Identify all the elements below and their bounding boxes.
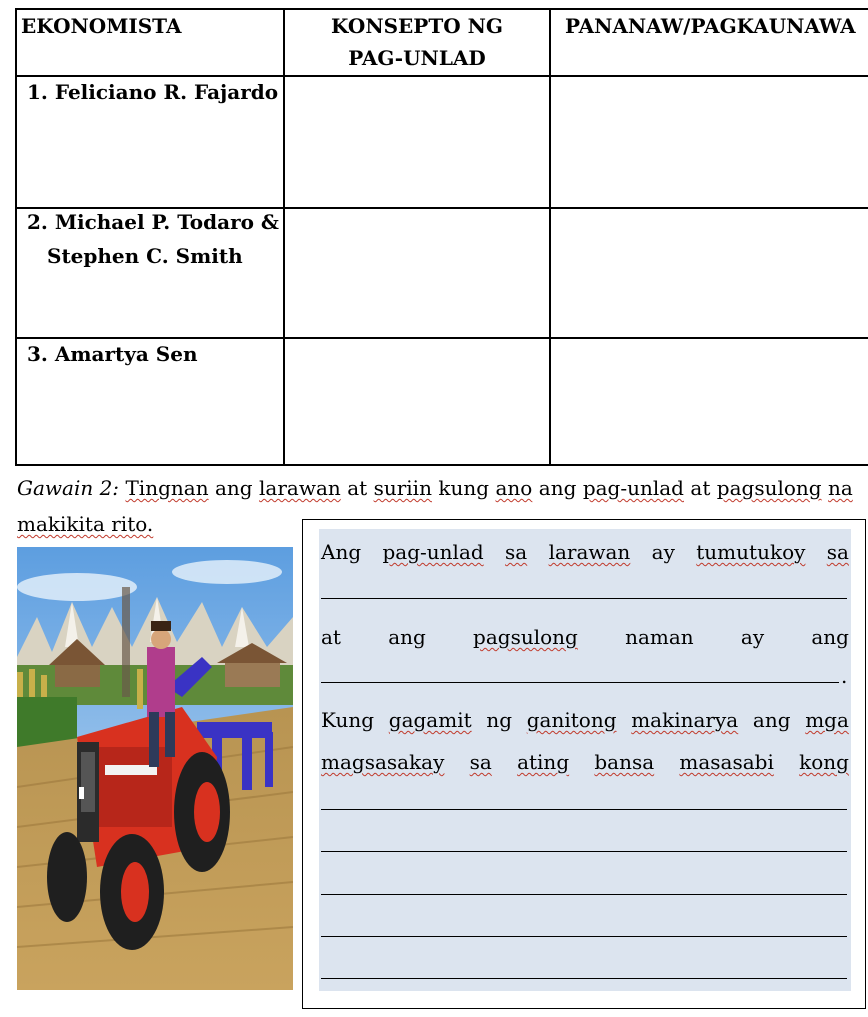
answer-panel — [319, 529, 851, 991]
answer-box — [302, 519, 866, 1009]
answer-word: ang — [811, 625, 849, 649]
row-label-fajardo: 1. Feliciano R. Fajardo — [27, 80, 279, 104]
table-border-left — [15, 8, 17, 466]
cell-konsepto-2[interactable] — [285, 209, 549, 337]
tractor-image — [17, 547, 293, 990]
answer-word: magsasakay — [321, 750, 445, 774]
table-border-bottom — [15, 464, 868, 466]
instruction-word: at — [347, 476, 368, 500]
instruction-word: Tingnan — [125, 476, 209, 500]
answer-word: ang — [388, 625, 426, 649]
cell-pananaw-2[interactable] — [551, 209, 868, 337]
answer-word: at — [321, 625, 341, 649]
answer-blank-7[interactable] — [321, 977, 847, 979]
cell-konsepto-1[interactable] — [285, 77, 549, 207]
answer-word: mga — [805, 708, 849, 732]
answer-word: ay — [651, 540, 675, 564]
answer-word: Ang — [321, 540, 362, 564]
answer-line-3 — [321, 705, 849, 735]
row-label-smith: Stephen C. Smith — [47, 244, 243, 268]
row-label-todaro: 2. Michael P. Todaro & — [27, 210, 279, 234]
instruction-word: ano — [495, 476, 533, 500]
answer-word: larawan — [548, 540, 631, 564]
header-konsepto-line2: PAG-UNLAD — [348, 46, 486, 70]
answer-line-2 — [321, 622, 849, 652]
answer-word: ating — [517, 750, 570, 774]
instruction-word: kung — [438, 476, 490, 500]
answer-word: gagamit — [388, 708, 472, 732]
answer-word: masasabi — [679, 750, 774, 774]
answer-word: pagsulong — [473, 625, 578, 649]
instruction-word: suriin — [373, 476, 432, 500]
answer-word: sa — [469, 750, 492, 774]
answer-blank-6[interactable] — [321, 935, 847, 937]
answer-word: ng — [486, 708, 513, 732]
answer-word: kong — [799, 750, 849, 774]
answer-word: sa — [826, 540, 849, 564]
answer-word: ay — [740, 625, 765, 649]
cell-pananaw-3[interactable] — [551, 339, 868, 464]
header-ekonomista: EKONOMISTA — [21, 14, 182, 38]
instruction-word: at — [690, 476, 711, 500]
row-label-sen: 3. Amartya Sen — [27, 342, 198, 366]
instruction-word: na — [828, 476, 853, 500]
answer-word: tumutukoy — [696, 540, 806, 564]
instruction-word: ang — [215, 476, 253, 500]
answer-word: ang — [752, 708, 791, 732]
answer-blank-5[interactable] — [321, 893, 847, 895]
instruction-line1 — [17, 470, 853, 506]
instruction-word: larawan — [259, 476, 341, 500]
answer-word: pag-unlad — [382, 540, 484, 564]
answer-word: makinarya — [631, 708, 739, 732]
instruction-line2: makikita rito. — [17, 512, 154, 536]
economist-table — [15, 8, 868, 466]
header-pananaw: PANANAW/PAGKAUNAWA — [565, 14, 856, 38]
answer-word: sa — [505, 540, 528, 564]
answer-word: naman — [625, 625, 694, 649]
instruction-word: pagsulong — [716, 476, 822, 500]
answer-word: Kung — [321, 708, 375, 732]
header-konsepto-line1: KONSEPTO NG — [331, 14, 503, 38]
answer-line-1 — [321, 537, 849, 567]
answer-blank-3[interactable] — [321, 808, 847, 810]
answer-blank-4[interactable] — [321, 850, 847, 852]
period-mark: . — [841, 664, 848, 688]
answer-word: ganitong — [526, 708, 617, 732]
gawain-label: Gawain 2: — [17, 476, 120, 500]
answer-line-4 — [321, 747, 849, 777]
instruction-word: pag-unlad — [582, 476, 684, 500]
answer-blank-1[interactable] — [321, 597, 847, 599]
cell-konsepto-3[interactable] — [285, 339, 549, 464]
instruction-word: ang — [538, 476, 577, 500]
answer-word: bansa — [594, 750, 655, 774]
answer-blank-2[interactable] — [321, 681, 839, 683]
cell-pananaw-1[interactable] — [551, 77, 868, 207]
